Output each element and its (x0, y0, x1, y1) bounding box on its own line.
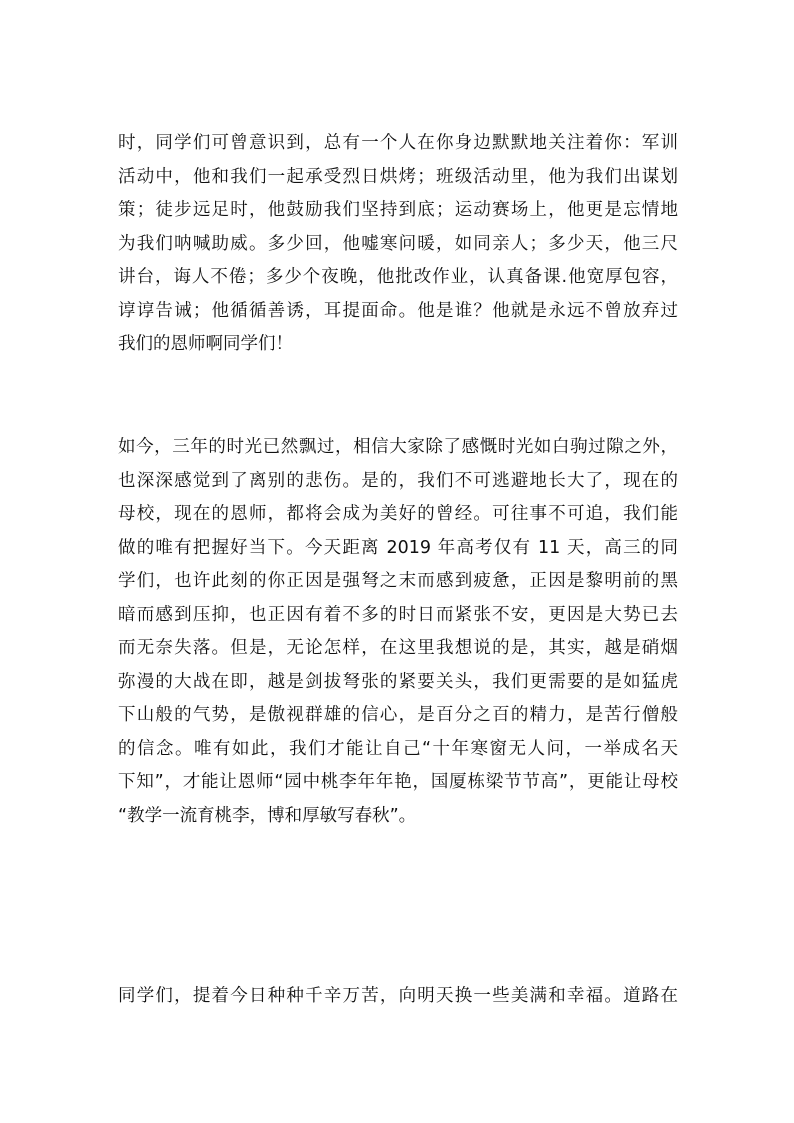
text-line: 做的唯有把握好当下。今天距离 2019 年高考仅有 11 天，高三的同 (118, 537, 678, 558)
text-line: 策；徒步远足时，他鼓励我们坚持到底；运动赛场上，他更是忘情地 (118, 200, 678, 220)
text-line: “教学一流育桃李，博和厚敏写春秋”。 (118, 805, 417, 826)
text-line: 学们，也许此刻的你正因是强弩之末而感到疲惫，正因是黎明前的黑 (118, 571, 678, 591)
text-line: 下知”，才能让恩师“园中桃李年年艳，国厦栋梁节节高”，更能让母校 (118, 772, 678, 792)
text-line: 母校，现在的恩师，都将会成为美好的曾经。可往事不可追，我们能 (118, 504, 678, 524)
text-line: 谆谆告诫；他循循善诱，耳提面命。他是谁？他就是永远不曾放弃过 (118, 300, 678, 321)
paragraph-2 (118, 431, 678, 833)
paragraph-1 (118, 127, 678, 362)
text-line: 时，同学们可曾意识到，总有一个人在你身边默默地关注着你：军训 (118, 133, 678, 153)
text-line: 暗而感到压抑，也正因有着不多的时日而紧张不安，更因是大势已去 (118, 604, 678, 625)
text-line: 同学们，提着今日种种千辛万苦，向明天换一些美满和幸福。道路在 (118, 986, 678, 1006)
text-line: 如今，三年的时光已然飘过，相信大家除了感慨时光如白驹过隙之外， (118, 437, 678, 457)
text-line: 下山般的气势，是傲视群雄的信心，是百分之百的精力，是苦行僧般 (118, 705, 678, 725)
text-line: 弥漫的大战在即，越是剑拔弩张的紧要关头，我们更需要的是如猛虎 (118, 671, 678, 692)
text-line: 讲台，诲人不倦；多少个夜晚，他批改作业，认真备课.他宽厚包容， (118, 267, 678, 287)
text-line: 也深深感觉到了离别的悲伤。是的，我们不可逃避地长大了，现在的 (118, 470, 678, 491)
text-line: 而无奈失落。但是，无论怎样，在这里我想说的是，其实，越是硝烟 (118, 638, 678, 658)
paragraph-3 (118, 980, 678, 1014)
text-line: 的信念。唯有如此，我们才能让自己“十年寒窗无人问，一举成名天 (118, 738, 678, 759)
text-line: 为我们呐喊助威。多少回，他嘘寒问暖，如同亲人；多少天，他三尺 (118, 233, 678, 254)
text-line: 活动中，他和我们一起承受烈日烘烤；班级活动里，他为我们出谋划 (118, 166, 678, 187)
text-line: 我们的恩师啊同学们！ (118, 334, 293, 354)
